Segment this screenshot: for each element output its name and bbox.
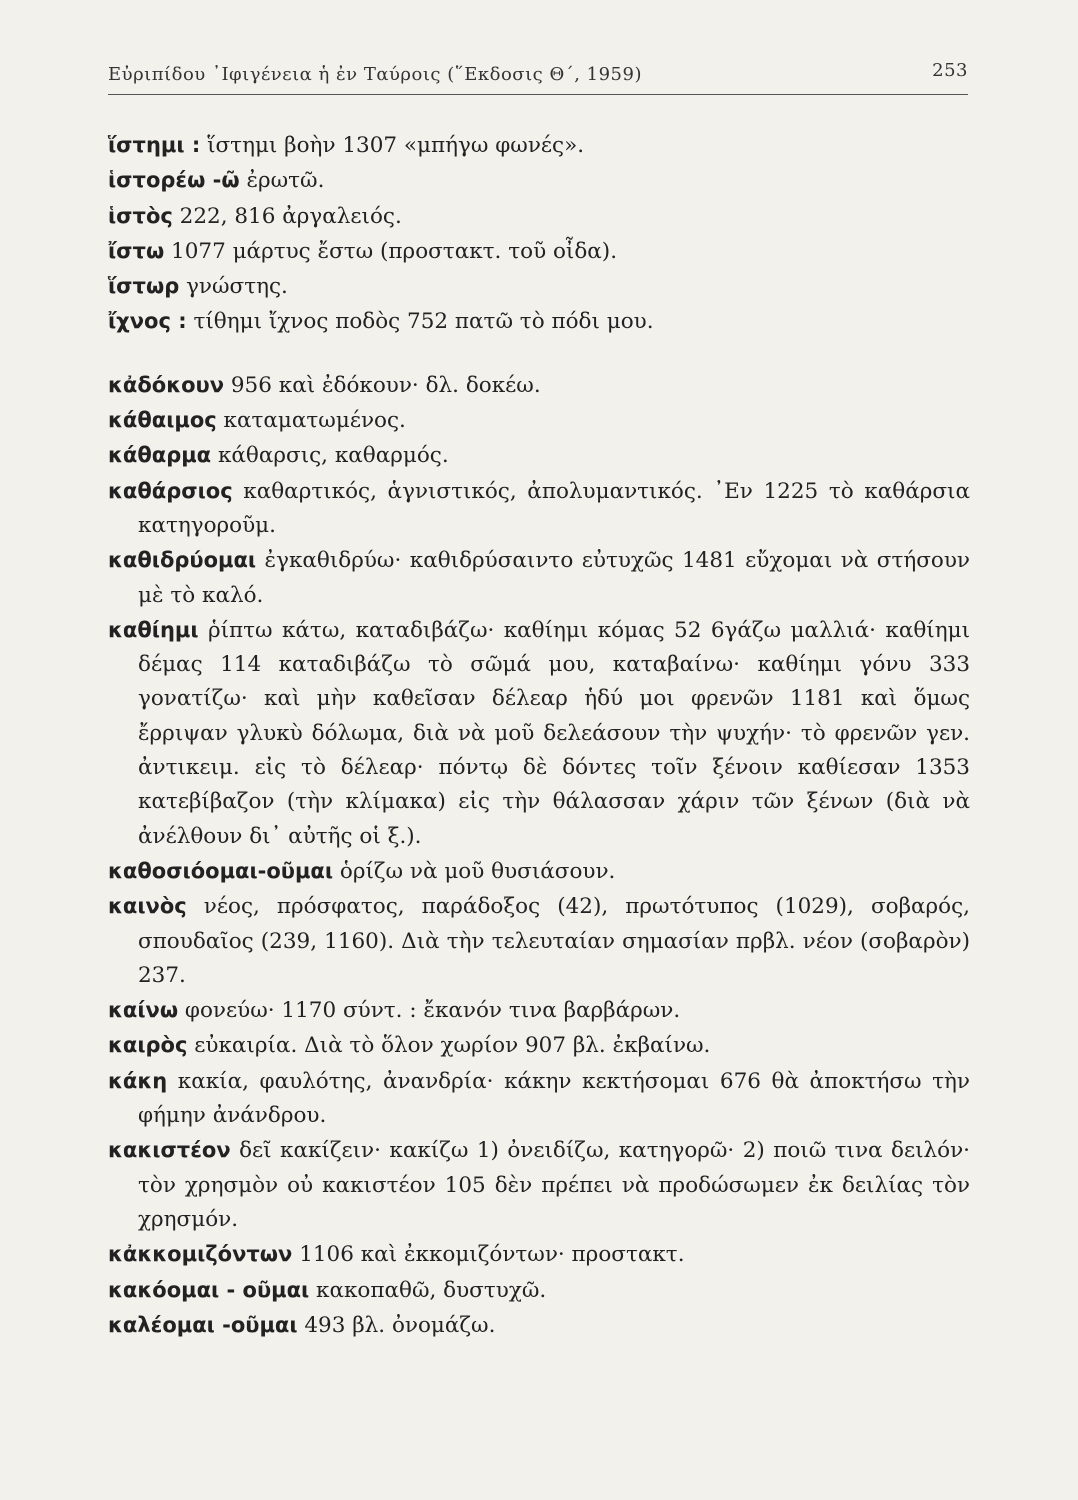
entry-text: 956 καὶ ἐδόκουν· δλ. δοκέω.	[224, 372, 541, 398]
glossary-entry	[108, 438, 970, 473]
entry-lemma: ἴχνος :	[108, 309, 187, 334]
glossary-entry	[108, 1308, 970, 1343]
entry-text: φονεύω· 1170 σύντ. : ἔκανόν τινα βαρβάρων.	[178, 998, 681, 1024]
glossary-entry	[108, 613, 970, 854]
glossary-entry	[108, 403, 970, 438]
entry-text: ὁρίζω νὰ μοῦ θυσιάσουν.	[333, 858, 616, 884]
entry-text: ἐρωτῶ.	[239, 168, 325, 194]
header-title: Εὐριπίδου ᾽Ιφιγένεια ἡ ἐν Ταύροις (῞Εκδοσις Θ΄, 1959)	[108, 64, 642, 85]
glossary-entry	[108, 304, 970, 339]
entry-text: εὐκαιρία. Διὰ τὸ ὅλον χωρίον 907 βλ. ἐκβαίνω.	[187, 1033, 711, 1059]
entry-lemma: κάθαιμος	[108, 408, 217, 433]
entry-lemma: καλέομαι -οῦμαι	[108, 1312, 298, 1337]
glossary-entry	[108, 234, 970, 269]
entry-lemma: ἱστὸς	[108, 203, 173, 228]
entry-lemma: καιρὸς	[108, 1033, 188, 1058]
entry-lemma: καθιδρύομαι	[108, 548, 257, 573]
entry-lemma: κακιστέον	[108, 1138, 231, 1163]
entry-lemma: κακόομαι - οῦμαι	[108, 1277, 310, 1302]
entry-text: τίθημι ἴχνος ποδὸς 752 πατῶ τὸ πόδι μου.	[186, 309, 654, 335]
entry-text: νέος, πρόσφατος, παράδοξος (42), πρωτότυπος (1029), σοβαρός, σπουδαῖος (239, 1160). Διὰ τὴν τελευταίαν σημασίαν πρβλ. νέον (σοβαρὸν) 237.	[138, 894, 970, 988]
glossary-entry	[108, 1133, 970, 1237]
entry-text: κάθαρσις, καθαρμός.	[211, 443, 449, 469]
glossary-entry	[108, 993, 970, 1028]
glossary-entry	[108, 889, 970, 993]
glossary-entry	[108, 854, 970, 889]
header-rule	[108, 94, 968, 95]
entry-lemma: ἴστω	[108, 238, 165, 263]
entry-text: καθαρτικός, ἁγνιστικός, ἀπολυμαντικός. ᾽Εν 1225 τὸ καθάρσια κατηγοροῦμ.	[138, 478, 970, 538]
glossary-entry	[108, 1064, 970, 1134]
entry-text: γνώστης.	[179, 274, 288, 300]
entry-lemma: καίνω	[108, 998, 179, 1023]
glossary-entry	[108, 1237, 970, 1272]
entry-lemma: ἱστορέω -ῶ	[108, 168, 240, 193]
glossary-entry	[108, 1028, 970, 1063]
entry-text: κακία, φαυλότης, ἀνανδρία· κάκην κεκτήσομαι 676 θὰ ἀποκτήσω τὴν φήμην ἀνάνδρου.	[138, 1068, 970, 1129]
running-header	[108, 60, 968, 92]
entry-text: κακοπαθῶ, δυστυχῶ.	[309, 1277, 547, 1303]
entry-text: ἐγκαθιδρύω· καθιδρύσαιντο εὐτυχῶς 1481 εὔχομαι νὰ στήσουν μὲ τὸ καλό.	[138, 548, 970, 608]
entry-lemma: κάθαρμα	[108, 443, 212, 468]
entry-lemma: κάκη	[108, 1068, 168, 1093]
entry-text: ῥίπτω κάτω, καταδιβάζω· καθίημι κόμας 52 6γάζω μαλλιά· καθίημι δέμας 114 καταδιβάζω τὸ σῶμά μου, καταβαίνω· καθίημι γόνυ 333 γονατίζω· καὶ μὴν καθεῖσαν δέλεαρ ἡδύ μοι φρενῶν 1181 καὶ ὅμως ἔρριψαν γλυκὺ δόλωμα, διὰ νὰ μοῦ δελεάσουν τὴν ψυχήν· τὸ φρενῶν γεν. ἀντικειμ. εἰς τὸ δέλεαρ· πόντῳ δὲ δόντες τοῖν ξένοιν καθίεσαν 1353 κατεβίβαζον (τὴν κλίμακα) εἰς τὴν θάλασσαν χάριν τῶν ξένων (διὰ νὰ ἀνέλθουν δι᾽ αὐτῆς οἱ ξ.).	[138, 617, 970, 849]
entry-text: καταματωμένος.	[216, 408, 406, 434]
entry-text: 1106 καὶ ἐκκομιζόντων· προστακτ.	[292, 1242, 685, 1268]
entry-text: δεῖ κακίζειν· κακίζω 1) ὀνειδίζω, κατηγορῶ· 2) ποιῶ τινα δειλόν· τὸν χρησμὸν οὐ κακιστέον 105 δὲν πρέπει νὰ προδώσωμεν ἐκ δειλίας τὸν χρησμόν.	[138, 1138, 970, 1232]
glossary-entry	[108, 128, 970, 163]
glossary-body	[108, 128, 970, 1343]
glossary-entry	[108, 543, 970, 613]
glossary-entry	[108, 269, 970, 304]
entry-lemma: καθίημι	[108, 617, 199, 642]
entry-lemma: κἀκκομιζόντων	[108, 1242, 293, 1267]
entry-text: ἵστημι βοὴν 1307 «μπήγω φωνές».	[200, 133, 585, 158]
entry-lemma: καινὸς	[108, 894, 187, 919]
glossary-entry	[108, 1273, 970, 1308]
entry-lemma: ἵστωρ	[108, 274, 180, 299]
glossary-entry	[108, 368, 970, 403]
entry-lemma: καθοσιόομαι-οῦμαι	[108, 858, 334, 883]
entry-text: 222, 816 ἀργαλειός.	[172, 203, 402, 229]
glossary-entry	[108, 163, 970, 198]
entry-lemma: κἀδόκουν	[108, 372, 225, 397]
glossary-entry	[108, 199, 970, 234]
glossary-entry	[108, 474, 970, 544]
page-number: 253	[932, 60, 968, 81]
entry-text: 1077 μάρτυς ἔστω (προστακτ. τοῦ οἶδα).	[164, 238, 618, 264]
entry-lemma: ἵστημι :	[108, 133, 201, 157]
entry-text: 493 βλ. ὀνομάζω.	[297, 1312, 496, 1338]
entry-lemma: καθάρσιος	[108, 478, 233, 503]
